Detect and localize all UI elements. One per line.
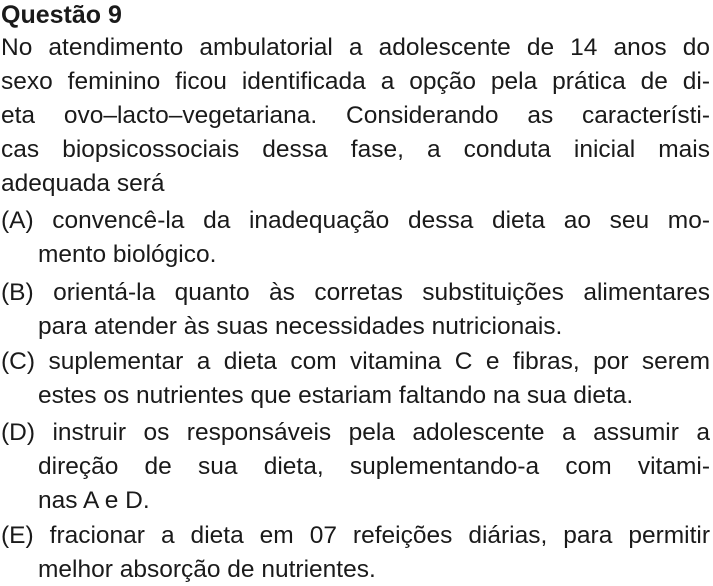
option-line: para atender às suas necessidades nutricionais.	[38, 313, 563, 340]
option-line: (E) fracionar a dieta em 07 refeições diárias, para permitir	[1, 522, 710, 549]
option-line: nas A e D.	[38, 487, 150, 514]
option-line: estes os nutrientes que estariam faltando na sua dieta.	[38, 382, 634, 409]
stem-line: cas biopsicossociais dessa fase, a conduta inicial mais	[1, 136, 710, 163]
option-line: (B) orientá-la quanto às corretas substituições alimentares	[1, 279, 710, 306]
option-line: (A) convencê-la da inadequação dessa dieta ao seu mo-	[1, 207, 710, 234]
option-line: mento biológico.	[38, 241, 217, 268]
stem-line: eta ovo–lacto–vegetariana. Considerando as característi-	[1, 102, 710, 129]
option-line: direção de sua dieta, suplementando-a com vitami-	[38, 453, 710, 480]
stem-line: adequada será	[1, 170, 165, 197]
option-line: (D) instruir os responsáveis pela adolescente a assumir a	[1, 419, 710, 446]
question-title: Questão 9	[1, 1, 122, 29]
option-line: melhor absorção de nutrientes.	[38, 556, 376, 583]
option-line: (C) suplementar a dieta com vitamina C e fibras, por serem	[1, 348, 710, 375]
stem-line: sexo feminino ficou identificada a opção pela prática de di-	[1, 68, 710, 95]
stem-line: No atendimento ambulatorial a adolescente de 14 anos do	[1, 34, 710, 61]
